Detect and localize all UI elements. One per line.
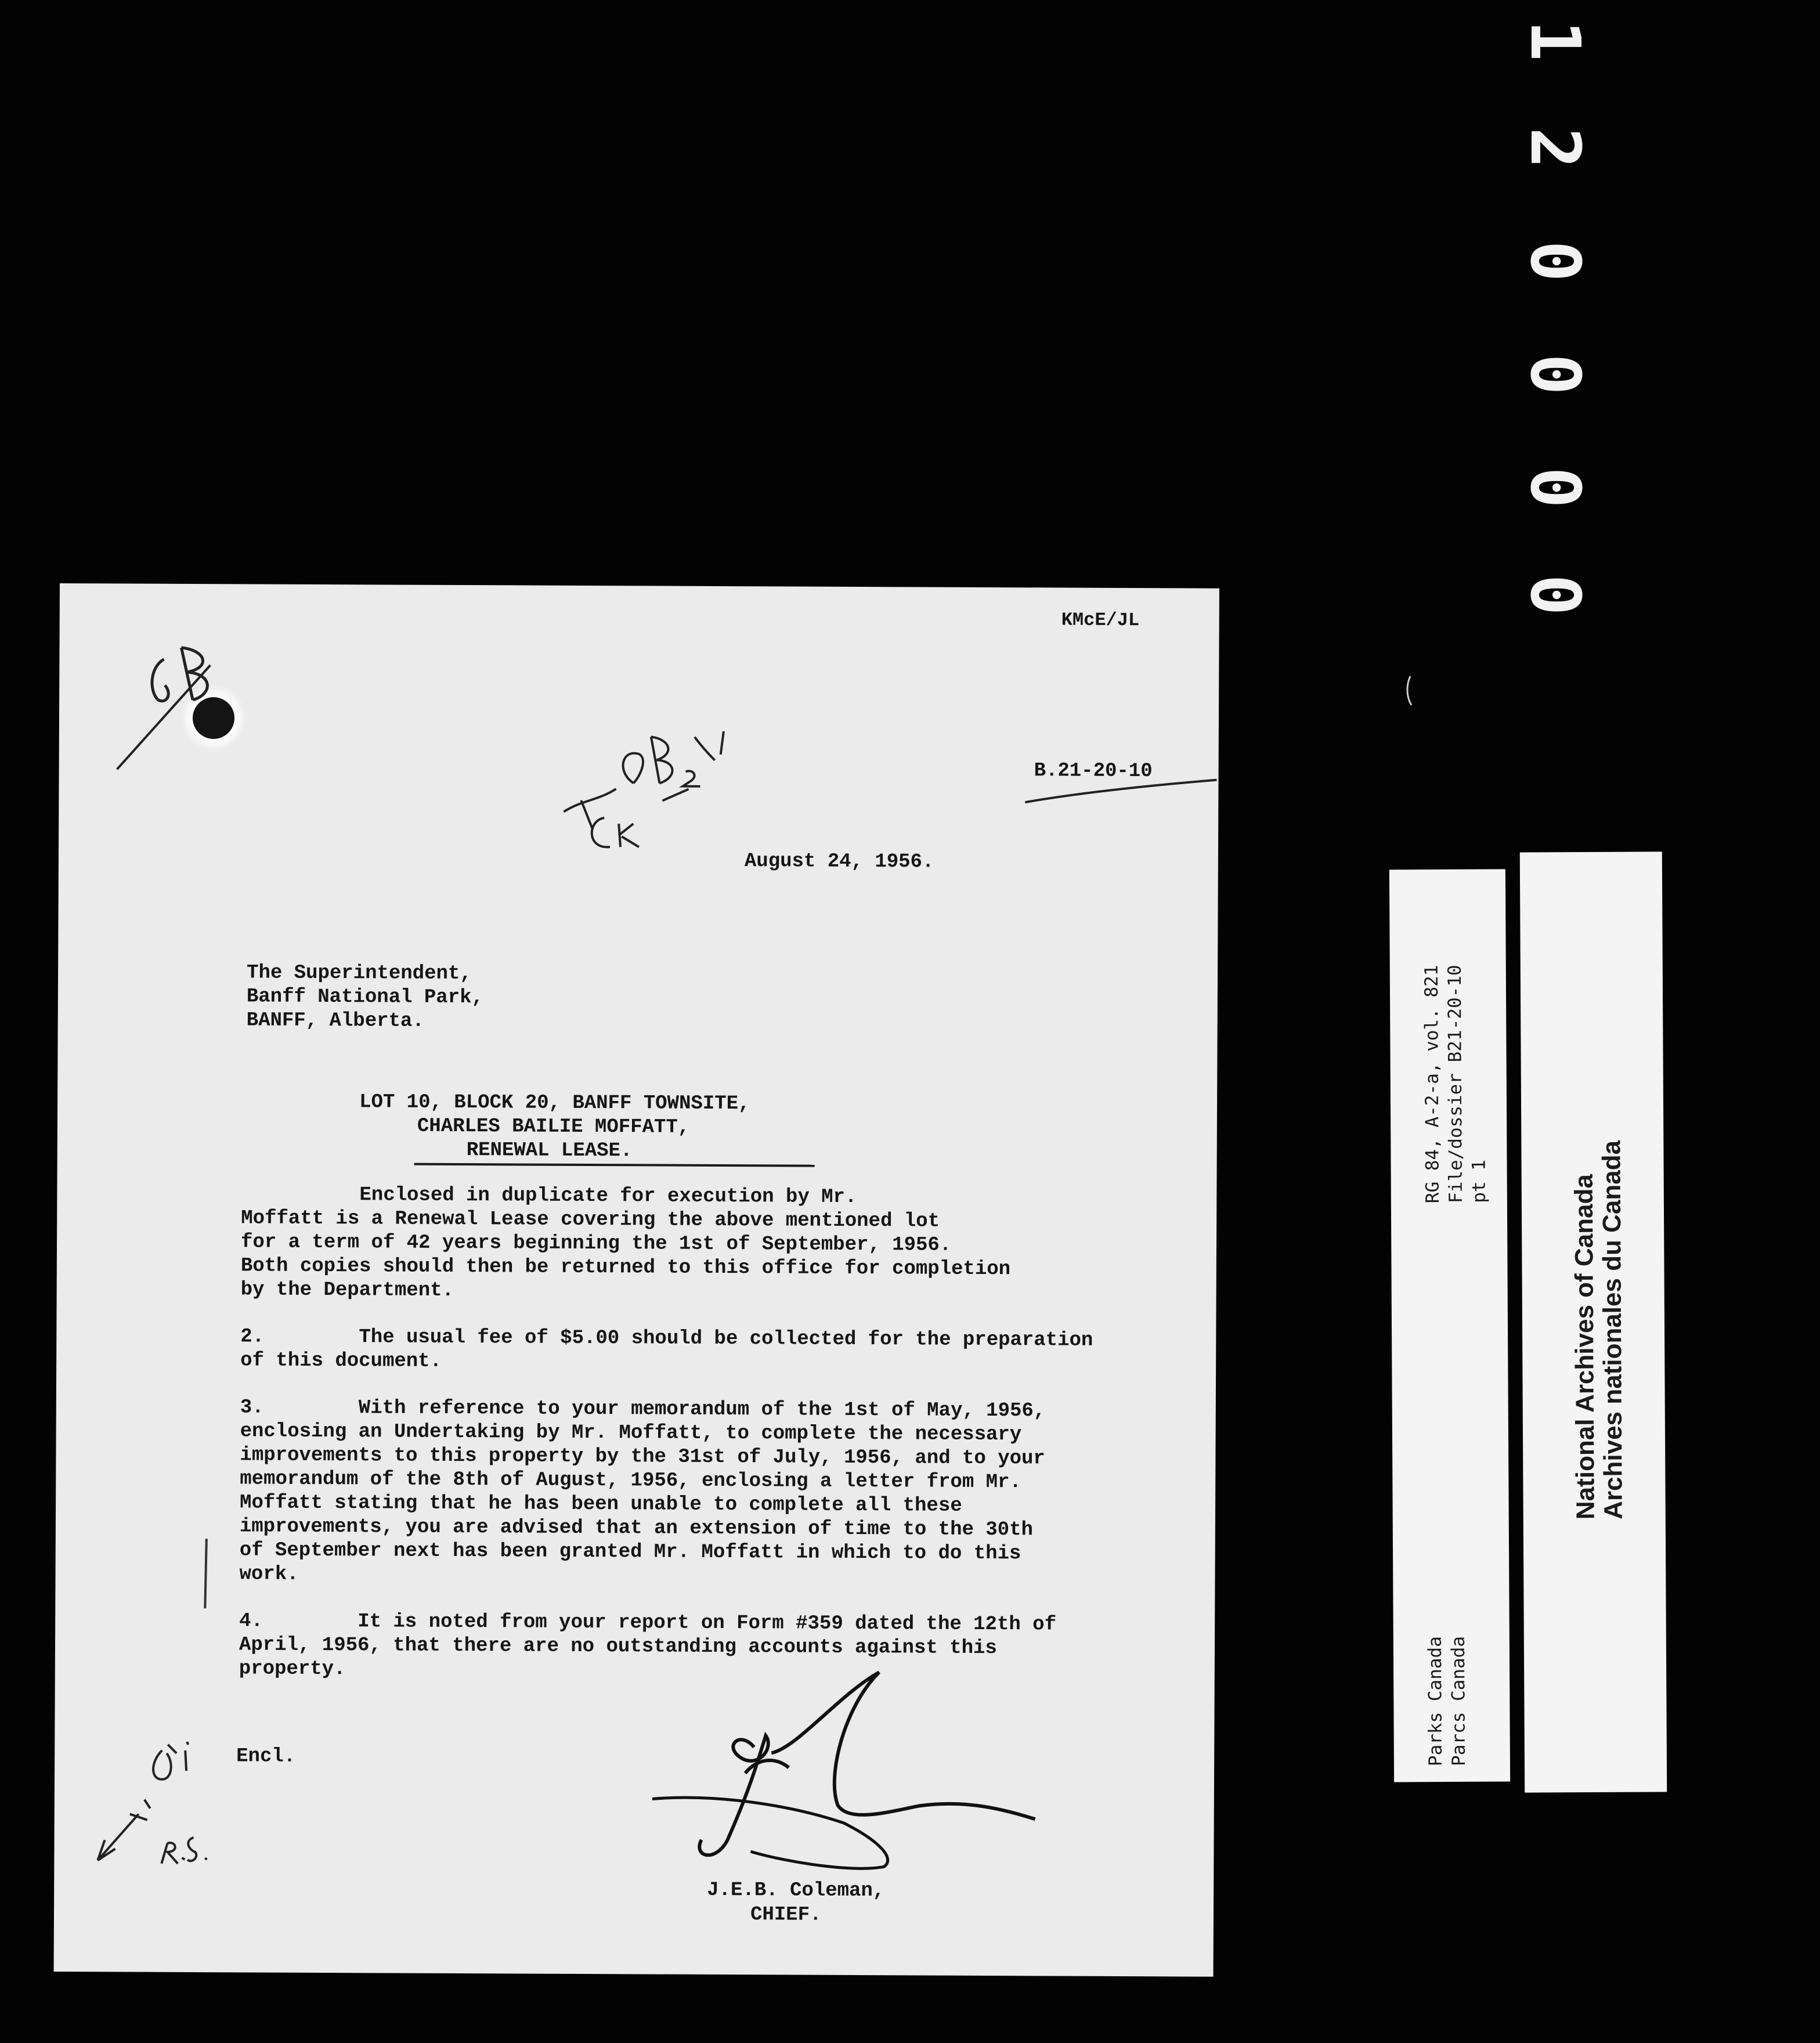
institution-line: Archives nationales du Canada [1597,1140,1628,1519]
body-line: of this document. [240,1349,442,1373]
film-speck-icon [1403,673,1415,708]
agency-line: Parcs Canada [1447,1636,1469,1767]
body-line: improvements, you are advised that an extension of time to the 30th [239,1515,1034,1542]
archive-institution-label [1520,851,1667,1792]
archive-reference-label [1389,869,1510,1782]
archive-reference-line: pt 1 [1468,1159,1490,1203]
initials-reference: KMcE/JL [1061,609,1140,631]
subject-block [359,1091,882,1164]
addressee-line: Banff National Park, [246,986,484,1009]
addressee-block [247,961,484,1034]
paragraph-2 [240,1325,1093,1376]
body-line: of September next has been granted Mr. Moffatt in which to do this [239,1539,1021,1565]
handwritten-enclosure-note-icon [80,1727,232,1872]
margin-mark-icon [200,1536,212,1611]
letter-body [239,1183,1094,1684]
body-line: Moffatt stating that he has been unable to complete all these [240,1492,962,1517]
body-line: Both copies should then be returned to this office for completion [240,1255,1011,1281]
subject-line: RENEWAL LEASE. [466,1139,633,1163]
institution-line: National Archives of Canada [1569,1174,1600,1520]
body-line: memorandum of the 8th of August, 1956, enclosing a letter from Mr. [240,1468,1021,1494]
body-line: Enclosed in duplicate for execution by Mr. [241,1183,857,1209]
frame-digit: 1 [1515,20,1595,62]
paragraph-1 [241,1183,1094,1305]
body-line: property. [239,1658,346,1681]
body-line: 2. The usual fee of $5.00 should be collected for the preparation [240,1326,1093,1352]
handwritten-initials-icon [546,713,744,865]
body-line: by the Department. [240,1279,454,1302]
signatory-title: CHIEF. [750,1904,822,1926]
subject-line: LOT 10, BLOCK 20, BANFF TOWNSITE, [359,1091,750,1116]
letter-date: August 24, 1956. [744,850,934,873]
frame-digit: 0 [1515,240,1595,282]
file-number: B.21-20-10 [1034,760,1153,783]
signature-icon [646,1665,1123,1888]
punch-hole [193,697,234,739]
body-line: 4. It is noted from your report on Form #359 dated the 12th of [239,1610,1057,1636]
body-line: enclosing an Undertaking by Mr. Moffatt, to complete the necessary [240,1420,1022,1446]
frame-digit: 0 [1515,574,1595,616]
archive-reference-line: RG 84, A-2-a, vol. 821 [1421,965,1443,1204]
enclosure-note: Encl. [236,1745,296,1768]
frame-digit: 0 [1515,353,1595,395]
addressee-line: BANFF, Alberta. [246,1009,424,1033]
body-line: Moffatt is a Renewal Lease covering the above mentioned lot [241,1207,940,1233]
paragraph-3 [239,1396,1092,1590]
body-line: for a term of 42 years beginning the 1st of September, 1956. [240,1231,952,1257]
subject-line: CHARLES BAILIE MOFFATT, [417,1115,690,1139]
body-line: 3. With reference to your memorandum of the 1st of May, 1956, [240,1396,1046,1423]
frame-digit: 0 [1515,467,1595,508]
signatory-name: J.E.B. Coleman, [707,1879,885,1903]
archive-reference-line: File/dossier B21-20-10 [1444,965,1467,1204]
paragraph-4 [239,1609,1092,1684]
frame-counter [1515,6,1596,615]
body-line: April, 1956, that there are no outstanding accounts against this [239,1634,997,1660]
body-line: improvements to this property by the 31st of July, 1956, and to your [240,1444,1045,1470]
frame-digit: 2 [1515,127,1595,169]
body-line: work. [239,1563,299,1586]
agency-line: Parks Canada [1424,1636,1446,1767]
letter-page [54,583,1219,1977]
addressee-line: The Superintendent, [246,962,472,986]
